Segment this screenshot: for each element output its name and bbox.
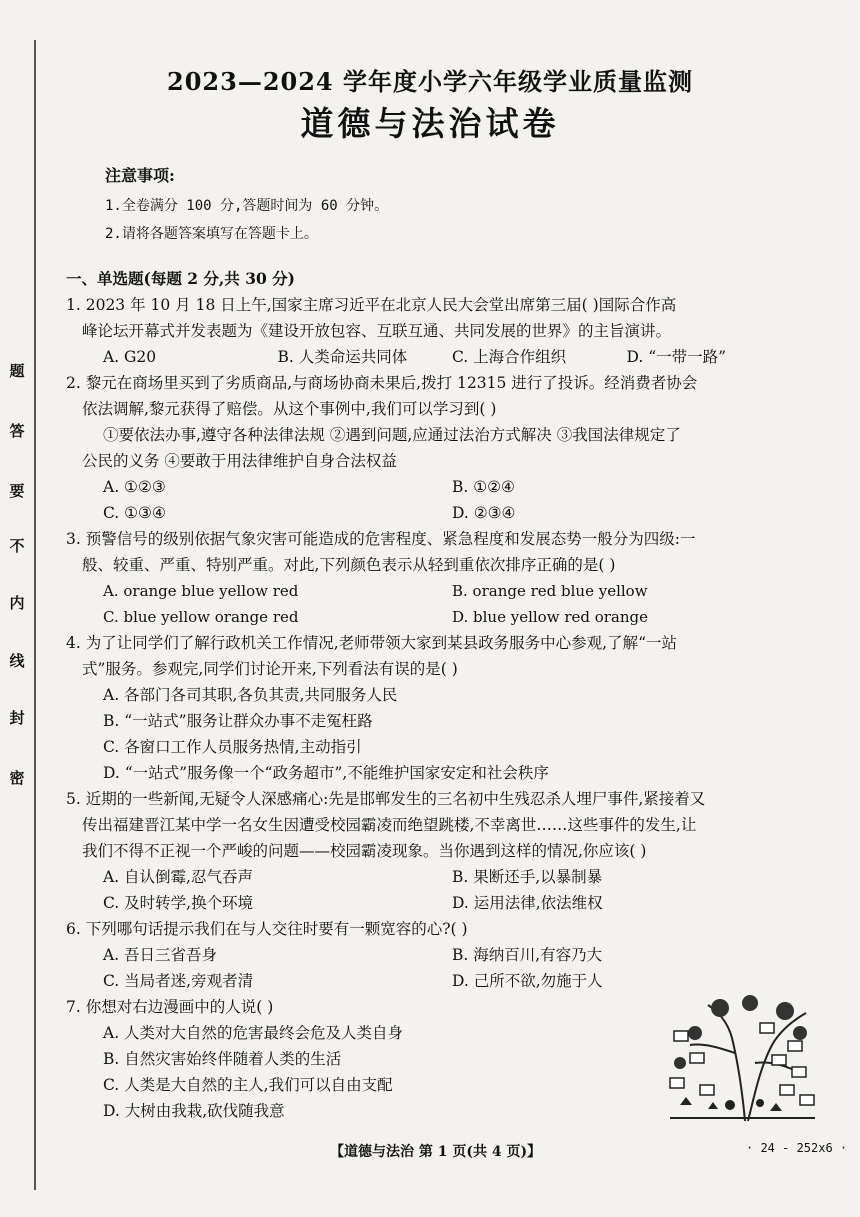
option-b: B. orange red blue yellow bbox=[452, 582, 648, 600]
question-4 bbox=[66, 630, 801, 786]
option-a: A. ①②③ bbox=[103, 478, 166, 496]
seal-char: 线 bbox=[9, 652, 25, 670]
option-b: B. 人类命运共同体 bbox=[277, 348, 408, 366]
option-a: A. 吾日三省吾身 bbox=[103, 946, 218, 964]
option-a: A. G20 bbox=[103, 348, 157, 366]
option-b: B. 海纳百川,有容乃大 bbox=[452, 946, 603, 964]
notice-block bbox=[105, 163, 388, 248]
option-d: D. blue yellow red orange bbox=[452, 608, 649, 626]
seal-char: 要 bbox=[9, 482, 25, 500]
option-c: C. blue yellow orange red bbox=[103, 608, 299, 626]
option-d: D. ②③④ bbox=[452, 504, 516, 522]
options bbox=[66, 942, 801, 994]
option-c: C. 当局者迷,旁观者清 bbox=[103, 972, 254, 990]
option-a: A. 各部门各司其职,各负其责,共同服务人民 bbox=[103, 686, 398, 704]
seal-char: 内 bbox=[9, 594, 25, 612]
question-3 bbox=[66, 526, 801, 630]
section-heading: 一、单选题(每题 2 分,共 30 分) bbox=[66, 269, 296, 288]
question-text: 6. 下列哪句话提示我们在与人交往时要有一颗宽容的心?( ) bbox=[66, 920, 468, 938]
options bbox=[66, 682, 801, 786]
option-d: D. “一站式”服务像一个“政务超市”,不能维护国家安定和社会秩序 bbox=[103, 764, 549, 782]
exam-title-line2: 道德与法治试卷 bbox=[300, 104, 560, 143]
option-b: B. ①②④ bbox=[452, 478, 515, 496]
option-d: D. 己所不欲,勿施于人 bbox=[452, 972, 603, 990]
question-text: 3. 预警信号的级别依据气象灾害可能造成的危害程度、紧急程度和发展态势一般分为四级:一 bbox=[66, 530, 696, 548]
notice-title: 注意事项: bbox=[105, 166, 175, 185]
option-a: A. 人类对大自然的危害最终会危及人类自身 bbox=[103, 1024, 404, 1042]
option-c: C. 上海合作组织 bbox=[452, 348, 567, 366]
question-text: 峰论坛开幕式并发表题为《建设开放包容、互联互通、共同发展的世界》的主旨演讲。 bbox=[82, 322, 672, 340]
seal-char: 题 bbox=[9, 362, 25, 380]
seal-char: 密 bbox=[9, 769, 25, 787]
options bbox=[66, 578, 801, 630]
question-text: 式”服务。参观完,同学们讨论开来,下列看法有误的是( ) bbox=[82, 660, 458, 678]
options bbox=[66, 864, 801, 916]
binding-line bbox=[34, 40, 36, 1190]
option-c: C. 及时转学,换个环境 bbox=[103, 894, 254, 912]
cartoon-illustration bbox=[660, 993, 820, 1123]
question-text: 2. 黎元在商场里买到了劣质商品,与商场协商未果后,拨打 12315 进行了投诉。经消费者协会 bbox=[66, 374, 698, 392]
question-text: 依法调解,黎元获得了赔偿。从这个事例中,我们可以学习到( ) bbox=[82, 400, 497, 418]
question-6 bbox=[66, 916, 801, 994]
question-text: 般、较重、严重、特别严重。对此,下列颜色表示从轻到重依次排序正确的是( ) bbox=[82, 556, 616, 574]
question-text: 5. 近期的一些新闻,无疑令人深感痛心:先是邯郸发生的三名初中生残忍杀人埋尸事件,紧接着又 bbox=[66, 790, 706, 808]
option-d: D. “一带一路” bbox=[626, 348, 727, 366]
statement-line: 公民的义务 ④要敢于用法律维护自身合法权益 bbox=[82, 452, 397, 470]
seal-char: 不 bbox=[9, 537, 25, 555]
question-text: 我们不得不正视一个严峻的问题——校园霸凌现象。当你遇到这样的情况,你应该( ) bbox=[82, 842, 647, 860]
option-d: D. 大树由我栽,砍伐随我意 bbox=[103, 1102, 285, 1120]
exam-title-line1: 2023—2024 学年度小学六年级学业质量监测 bbox=[167, 67, 693, 96]
notice-item: 2.请将各题答案填写在答题卡上。 bbox=[105, 226, 318, 242]
option-b: B. 果断还手,以暴制暴 bbox=[452, 868, 603, 886]
seal-char: 封 bbox=[9, 709, 25, 727]
options bbox=[66, 474, 801, 526]
option-b: B. “一站式”服务让群众办事不走冤枉路 bbox=[103, 712, 373, 730]
statements bbox=[66, 422, 801, 474]
option-a: A. 自认倒霉,忍气吞声 bbox=[103, 868, 253, 886]
footer-page-info: 【道德与法治 第 1 页(共 4 页)】 bbox=[330, 1144, 542, 1160]
option-c: C. ①③④ bbox=[103, 504, 166, 522]
option-c: C. 各窗口工作人员服务热情,主动指引 bbox=[103, 738, 362, 756]
options bbox=[66, 344, 801, 370]
option-b: B. 自然灾害始终伴随着人类的生活 bbox=[103, 1050, 342, 1068]
statement-line: ①要依法办事,遵守各种法律法规 ②遇到问题,应通过法治方式解决 ③我国法律规定了 bbox=[103, 426, 681, 444]
option-d: D. 运用法律,依法维权 bbox=[452, 894, 603, 912]
question-5 bbox=[66, 786, 801, 916]
question-text: 4. 为了让同学们了解行政机关工作情况,老师带领大家到某县政务服务中心参观,了解“一站 bbox=[66, 634, 677, 652]
question-text: 7. 你想对右边漫画中的人说( ) bbox=[66, 998, 274, 1016]
question-text: 传出福建晋江某中学一名女生因遭受校园霸凌而绝望跳楼,不幸离世……这些事件的发生,让 bbox=[82, 816, 697, 834]
options bbox=[66, 1020, 663, 1124]
question-text: 1. 2023 年 10 月 18 日上午,国家主席习近平在北京人民大会堂出席第三届( )国际合作高 bbox=[66, 296, 677, 314]
question-2 bbox=[66, 370, 801, 526]
footer-code: · 24 - 252x6 · bbox=[746, 1141, 848, 1155]
seal-char: 答 bbox=[9, 422, 25, 440]
option-a: A. orange blue yellow red bbox=[103, 582, 299, 600]
notice-item: 1.全卷满分 100 分,答题时间为 60 分钟。 bbox=[105, 198, 389, 214]
question-1 bbox=[66, 292, 801, 370]
option-c: C. 人类是大自然的主人,我们可以自由支配 bbox=[103, 1076, 393, 1094]
